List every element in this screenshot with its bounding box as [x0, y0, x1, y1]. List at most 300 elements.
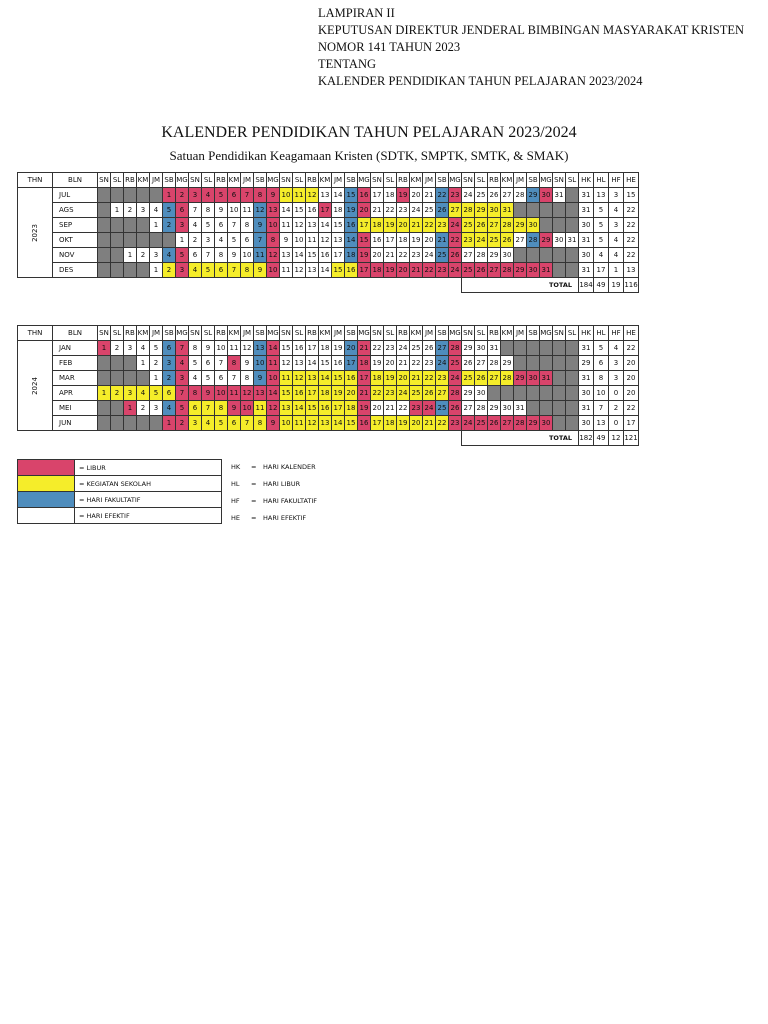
day-cell: 15 — [345, 188, 358, 203]
summary-hk: 31 — [579, 203, 594, 218]
day-cell: 23 — [436, 371, 449, 386]
color-legend — [17, 459, 222, 524]
empty-cell — [540, 356, 553, 371]
column-header-day: JM — [332, 173, 345, 188]
day-cell: 23 — [410, 401, 423, 416]
day-cell: 31 — [514, 401, 527, 416]
total-hf: 19 — [609, 278, 624, 293]
day-cell: 8 — [215, 248, 228, 263]
column-header-day: MG — [358, 326, 371, 341]
day-cell: 18 — [371, 371, 384, 386]
day-cell: 18 — [371, 263, 384, 278]
month-row-ags — [18, 203, 639, 218]
day-cell: 25 — [475, 416, 488, 431]
summary-hl: 10 — [594, 386, 609, 401]
legend-swatch-kegiatan — [18, 476, 75, 492]
summary-hl: 5 — [594, 233, 609, 248]
header-line-3: NOMOR 141 TAHUN 2023 — [318, 40, 461, 54]
column-header-day: JM — [332, 326, 345, 341]
day-cell: 22 — [436, 188, 449, 203]
legend-row-libur — [18, 460, 222, 476]
day-cell: 4 — [150, 203, 163, 218]
day-cell: 1 — [98, 341, 111, 356]
column-header-hl: HL — [594, 173, 609, 188]
day-cell: 9 — [228, 248, 241, 263]
day-cell: 5 — [150, 386, 163, 401]
day-cell: 5 — [202, 218, 215, 233]
day-cell: 8 — [189, 386, 202, 401]
empty-cell — [111, 233, 124, 248]
day-cell: 26 — [449, 401, 462, 416]
day-cell: 13 — [280, 248, 293, 263]
month-row-nov — [18, 248, 639, 263]
day-cell: 1 — [111, 203, 124, 218]
day-cell: 15 — [293, 203, 306, 218]
day-cell: 14 — [332, 416, 345, 431]
empty-cell — [540, 341, 553, 356]
column-header-bln: BLN — [53, 326, 98, 341]
column-header-thn: THN — [18, 326, 53, 341]
day-cell: 3 — [189, 416, 202, 431]
day-cell: 7 — [254, 233, 267, 248]
empty-cell — [98, 188, 111, 203]
summary-he: 15 — [624, 188, 639, 203]
column-header-day: SL — [566, 173, 579, 188]
day-cell: 6 — [163, 386, 176, 401]
column-header-day: RB — [306, 173, 319, 188]
abbr-key: HL — [231, 480, 240, 488]
day-cell: 27 — [436, 386, 449, 401]
column-header-day: SL — [111, 326, 124, 341]
day-cell: 18 — [397, 233, 410, 248]
day-cell: 13 — [254, 341, 267, 356]
column-header-day: KM — [319, 173, 332, 188]
day-cell: 15 — [345, 416, 358, 431]
month-name: DES — [53, 263, 98, 278]
day-cell: 8 — [241, 218, 254, 233]
empty-cell — [124, 218, 137, 233]
column-header-day: SN — [98, 326, 111, 341]
day-cell: 1 — [150, 371, 163, 386]
day-cell: 24 — [449, 263, 462, 278]
day-cell: 11 — [293, 416, 306, 431]
day-cell: 31 — [540, 371, 553, 386]
day-cell: 26 — [488, 188, 501, 203]
column-header-day: MG — [267, 326, 280, 341]
day-cell: 5 — [150, 341, 163, 356]
day-cell: 23 — [449, 188, 462, 203]
day-cell: 16 — [345, 263, 358, 278]
day-cell: 17 — [306, 386, 319, 401]
legend-swatch-libur — [18, 460, 75, 476]
summary-hk: 30 — [579, 416, 594, 431]
day-cell: 16 — [358, 416, 371, 431]
legend-label-fakultatif: = HARI FAKULTATIF — [75, 492, 222, 508]
day-cell: 19 — [358, 248, 371, 263]
day-cell: 18 — [371, 218, 384, 233]
column-header-day: SB — [345, 173, 358, 188]
day-cell: 24 — [462, 416, 475, 431]
day-cell: 22 — [423, 371, 436, 386]
day-cell: 7 — [176, 386, 189, 401]
day-cell: 3 — [150, 401, 163, 416]
day-cell: 16 — [371, 233, 384, 248]
column-header-day: JM — [150, 173, 163, 188]
day-cell: 7 — [189, 203, 202, 218]
day-cell: 11 — [280, 263, 293, 278]
day-cell: 20 — [371, 248, 384, 263]
day-cell: 27 — [501, 416, 514, 431]
day-cell: 4 — [163, 401, 176, 416]
day-cell: 24 — [475, 233, 488, 248]
day-cell: 19 — [397, 188, 410, 203]
day-cell: 16 — [358, 188, 371, 203]
month-name: JUN — [53, 416, 98, 431]
day-cell: 22 — [423, 218, 436, 233]
day-cell: 26 — [423, 341, 436, 356]
empty-cell — [111, 218, 124, 233]
day-cell: 15 — [332, 218, 345, 233]
column-header-day: RB — [397, 326, 410, 341]
day-cell: 29 — [514, 263, 527, 278]
column-header-day: SB — [163, 173, 176, 188]
abbr-value: HARI LIBUR — [263, 480, 301, 488]
column-header-day: SB — [436, 173, 449, 188]
day-cell: 13 — [306, 218, 319, 233]
day-cell: 27 — [449, 203, 462, 218]
day-cell: 7 — [215, 356, 228, 371]
day-cell: 11 — [254, 248, 267, 263]
day-cell: 8 — [254, 416, 267, 431]
column-header-day: RB — [124, 173, 137, 188]
empty-cell — [98, 203, 111, 218]
day-cell: 25 — [436, 248, 449, 263]
day-cell: 1 — [98, 386, 111, 401]
day-cell: 29 — [475, 203, 488, 218]
day-cell: 15 — [319, 356, 332, 371]
day-cell: 2 — [163, 218, 176, 233]
empty-cell — [488, 386, 501, 401]
total-hf: 12 — [609, 431, 624, 446]
summary-he: 22 — [624, 341, 639, 356]
day-cell: 17 — [332, 401, 345, 416]
day-cell: 12 — [280, 356, 293, 371]
empty-cell — [124, 356, 137, 371]
day-cell: 26 — [423, 386, 436, 401]
day-cell: 10 — [254, 356, 267, 371]
day-cell: 28 — [475, 401, 488, 416]
day-cell: 16 — [319, 248, 332, 263]
day-cell: 3 — [150, 248, 163, 263]
summary-he: 22 — [624, 203, 639, 218]
day-cell: 12 — [319, 233, 332, 248]
day-cell: 26 — [488, 416, 501, 431]
column-header-day: SL — [111, 173, 124, 188]
calendar-header-row — [18, 173, 639, 188]
day-cell: 14 — [319, 263, 332, 278]
day-cell: 10 — [293, 233, 306, 248]
month-name: JUL — [53, 188, 98, 203]
empty-cell — [98, 233, 111, 248]
column-header-day: MG — [176, 326, 189, 341]
column-header-day: SL — [293, 173, 306, 188]
abbr-row-hk — [231, 459, 317, 476]
day-cell: 12 — [254, 203, 267, 218]
day-cell: 16 — [306, 203, 319, 218]
year-label: 2023 — [30, 223, 39, 242]
column-header-day: KM — [228, 173, 241, 188]
summary-hf: 0 — [609, 416, 624, 431]
month-row-mei — [18, 401, 639, 416]
summary-hl: 6 — [594, 356, 609, 371]
day-cell: 30 — [527, 218, 540, 233]
day-cell: 17 — [384, 233, 397, 248]
empty-cell — [514, 248, 527, 263]
day-cell: 13 — [332, 233, 345, 248]
day-cell: 3 — [176, 263, 189, 278]
total-label: TOTAL — [462, 431, 579, 446]
day-cell: 18 — [345, 401, 358, 416]
day-cell: 4 — [215, 233, 228, 248]
day-cell: 2 — [111, 341, 124, 356]
day-cell: 6 — [163, 341, 176, 356]
month-row-jan — [18, 341, 639, 356]
day-cell: 8 — [241, 263, 254, 278]
day-cell: 26 — [475, 218, 488, 233]
empty-cell — [163, 233, 176, 248]
abbr-value: HARI EFEKTIF — [263, 514, 307, 522]
empty-cell — [566, 401, 579, 416]
column-header-day: MG — [449, 326, 462, 341]
summary-hf: 4 — [609, 203, 624, 218]
day-cell: 24 — [449, 218, 462, 233]
total-hl: 49 — [594, 431, 609, 446]
empty-cell — [111, 371, 124, 386]
day-cell: 30 — [501, 248, 514, 263]
day-cell: 18 — [384, 188, 397, 203]
day-cell: 15 — [306, 401, 319, 416]
empty-cell — [150, 233, 163, 248]
day-cell: 28 — [449, 386, 462, 401]
day-cell: 15 — [280, 386, 293, 401]
day-cell: 8 — [241, 371, 254, 386]
day-cell: 28 — [462, 203, 475, 218]
day-cell: 21 — [384, 401, 397, 416]
day-cell: 21 — [371, 203, 384, 218]
day-cell: 29 — [488, 401, 501, 416]
day-cell: 3 — [176, 371, 189, 386]
day-cell: 1 — [124, 248, 137, 263]
summary-hk: 31 — [579, 341, 594, 356]
column-header-day: MG — [540, 173, 553, 188]
empty-cell — [137, 218, 150, 233]
day-cell: 14 — [319, 218, 332, 233]
column-header-day: SN — [553, 326, 566, 341]
summary-he: 22 — [624, 218, 639, 233]
day-cell: 7 — [202, 248, 215, 263]
day-cell: 6 — [215, 371, 228, 386]
day-cell: 28 — [501, 263, 514, 278]
column-header-he: HE — [624, 326, 639, 341]
summary-hk: 31 — [579, 263, 594, 278]
empty-cell — [566, 263, 579, 278]
day-cell: 12 — [267, 401, 280, 416]
column-header-day: SL — [293, 326, 306, 341]
day-cell: 3 — [124, 341, 137, 356]
day-cell: 2 — [176, 416, 189, 431]
column-header-day: RB — [215, 326, 228, 341]
day-cell: 3 — [202, 233, 215, 248]
day-cell: 12 — [293, 263, 306, 278]
day-cell: 4 — [163, 248, 176, 263]
day-cell: 20 — [397, 371, 410, 386]
day-cell: 23 — [449, 416, 462, 431]
column-header-day: RB — [488, 326, 501, 341]
day-cell: 10 — [267, 218, 280, 233]
total-label: TOTAL — [462, 278, 579, 293]
empty-cell — [98, 401, 111, 416]
day-cell: 9 — [202, 341, 215, 356]
day-cell: 11 — [280, 218, 293, 233]
day-cell: 11 — [241, 203, 254, 218]
day-cell: 14 — [267, 341, 280, 356]
column-header-day: SN — [462, 326, 475, 341]
day-cell: 27 — [462, 401, 475, 416]
day-cell: 11 — [228, 341, 241, 356]
day-cell: 15 — [332, 263, 345, 278]
summary-he: 22 — [624, 248, 639, 263]
day-cell: 19 — [384, 371, 397, 386]
day-cell: 11 — [228, 386, 241, 401]
month-row-jun — [18, 416, 639, 431]
summary-hl: 13 — [594, 188, 609, 203]
day-cell: 28 — [501, 371, 514, 386]
day-cell: 2 — [137, 401, 150, 416]
day-cell: 1 — [137, 356, 150, 371]
day-cell: 31 — [501, 203, 514, 218]
day-cell: 25 — [488, 233, 501, 248]
day-cell: 14 — [267, 386, 280, 401]
day-cell: 24 — [423, 401, 436, 416]
empty-cell — [137, 416, 150, 431]
day-cell: 6 — [215, 218, 228, 233]
day-cell: 8 — [228, 356, 241, 371]
day-cell: 17 — [358, 263, 371, 278]
day-cell: 20 — [410, 416, 423, 431]
empty-cell — [137, 188, 150, 203]
day-cell: 1 — [150, 263, 163, 278]
day-cell: 9 — [254, 263, 267, 278]
day-cell: 22 — [436, 416, 449, 431]
empty-cell — [566, 203, 579, 218]
day-cell: 19 — [345, 203, 358, 218]
day-cell: 4 — [176, 356, 189, 371]
day-cell: 21 — [358, 386, 371, 401]
month-row-okt — [18, 233, 639, 248]
day-cell: 13 — [254, 386, 267, 401]
column-header-day: SL — [475, 173, 488, 188]
day-cell: 28 — [488, 356, 501, 371]
day-cell: 1 — [150, 218, 163, 233]
empty-cell — [124, 371, 137, 386]
day-cell: 21 — [358, 341, 371, 356]
summary-he: 20 — [624, 371, 639, 386]
summary-hf: 3 — [609, 188, 624, 203]
day-cell: 13 — [267, 203, 280, 218]
total-hk: 182 — [579, 431, 594, 446]
day-cell: 19 — [371, 356, 384, 371]
empty-cell — [566, 341, 579, 356]
day-cell: 9 — [267, 416, 280, 431]
day-cell: 12 — [293, 371, 306, 386]
column-header-day: KM — [137, 173, 150, 188]
abbr-eq: = — [251, 480, 257, 488]
day-cell: 20 — [345, 341, 358, 356]
month-name: SEP — [53, 218, 98, 233]
day-cell: 7 — [241, 188, 254, 203]
day-cell: 29 — [514, 371, 527, 386]
empty-cell — [527, 248, 540, 263]
empty-cell — [527, 386, 540, 401]
day-cell: 30 — [501, 401, 514, 416]
summary-hl: 5 — [594, 218, 609, 233]
day-cell: 19 — [358, 401, 371, 416]
day-cell: 23 — [436, 218, 449, 233]
summary-hf: 1 — [609, 263, 624, 278]
column-header-day: SL — [202, 173, 215, 188]
empty-cell — [566, 356, 579, 371]
empty-cell — [514, 356, 527, 371]
day-cell: 21 — [384, 248, 397, 263]
summary-hl: 7 — [594, 401, 609, 416]
empty-cell — [98, 356, 111, 371]
summary-hk: 30 — [579, 218, 594, 233]
day-cell: 5 — [215, 188, 228, 203]
day-cell: 19 — [384, 218, 397, 233]
column-header-day: SB — [254, 326, 267, 341]
empty-cell — [527, 341, 540, 356]
day-cell: 18 — [345, 248, 358, 263]
empty-cell — [111, 263, 124, 278]
day-cell: 20 — [410, 188, 423, 203]
day-cell: 19 — [332, 341, 345, 356]
day-cell: 11 — [280, 371, 293, 386]
empty-cell — [98, 416, 111, 431]
day-cell: 14 — [319, 371, 332, 386]
day-cell: 28 — [449, 341, 462, 356]
day-cell: 22 — [384, 203, 397, 218]
day-cell: 4 — [189, 218, 202, 233]
day-cell: 21 — [410, 218, 423, 233]
empty-cell — [566, 248, 579, 263]
day-cell: 18 — [358, 356, 371, 371]
day-cell: 12 — [306, 416, 319, 431]
day-cell: 5 — [176, 401, 189, 416]
empty-cell — [553, 386, 566, 401]
summary-he: 22 — [624, 401, 639, 416]
day-cell: 14 — [332, 188, 345, 203]
total-spacer — [18, 278, 462, 293]
summary-hl: 17 — [594, 263, 609, 278]
day-cell: 15 — [358, 233, 371, 248]
day-cell: 2 — [163, 263, 176, 278]
day-cell: 15 — [306, 248, 319, 263]
summary-hf: 2 — [609, 401, 624, 416]
empty-cell — [124, 416, 137, 431]
column-header-day: JM — [150, 326, 163, 341]
day-cell: 13 — [319, 416, 332, 431]
day-cell: 5 — [215, 416, 228, 431]
